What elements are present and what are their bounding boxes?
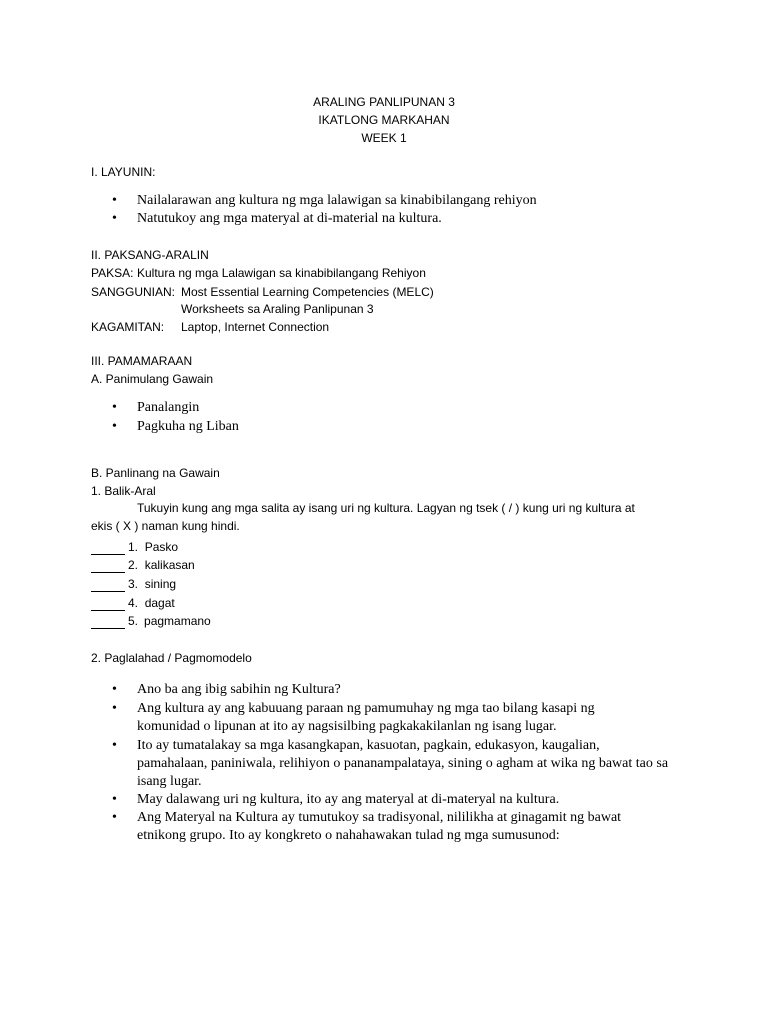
answer-blank[interactable] <box>91 596 125 611</box>
list-item <box>112 700 672 736</box>
balik-aral-heading: 1. Balik-Aral <box>91 484 156 498</box>
quiz-item <box>91 596 175 611</box>
instruction-text: ekis ( X ) naman kung hindi. <box>91 519 240 533</box>
sanggunian-label: SANGGUNIAN: <box>91 285 176 299</box>
quiz-number: 1. <box>128 540 139 554</box>
quiz-item <box>91 577 176 592</box>
paksa-value: Kultura ng mga Lalawigan sa kinabibilangang Rehiyon <box>137 266 426 280</box>
instruction-text: Tukuyin kung ang mga salita ay isang uri ng kultura. Lagyan ng tsek ( / ) kung uri ng kultura at <box>137 501 635 515</box>
bullet-icon: • <box>112 810 117 825</box>
list-item <box>112 210 672 228</box>
answer-blank[interactable] <box>91 558 125 573</box>
quiz-item <box>91 540 178 555</box>
bullet-icon: • <box>112 701 117 716</box>
kagamitan-value: Laptop, Internet Connection <box>181 320 330 334</box>
paksa-label: PAKSA: <box>91 266 134 280</box>
list-item <box>112 809 672 845</box>
quiz-word: pagmamano <box>144 614 211 628</box>
quiz-word: Pasko <box>144 540 179 554</box>
sanggunian-value: Worksheets sa Araling Panlipunan 3 <box>181 302 374 316</box>
sanggunian-value: Most Essential Learning Competencies (MELC) <box>181 285 434 299</box>
answer-blank[interactable] <box>91 540 125 555</box>
quiz-number: 5. <box>128 614 139 628</box>
list-item <box>112 399 672 417</box>
bullet-icon: • <box>112 419 117 434</box>
bullet-icon: • <box>112 193 117 208</box>
panlinang-heading: B. Panlinang na Gawain <box>91 466 220 480</box>
answer-blank[interactable] <box>91 577 125 592</box>
list-item <box>112 737 672 791</box>
quiz-item <box>91 614 211 629</box>
paglalahad-item: Ito ay tumatalakay sa mga kasangkapan, kasuotan, pagkain, edukasyon, kaugalian, pamahalaan, paniniwala, relihiyon o pananampalataya, sining o agham at wika ng bawat tao sa isang lugar. <box>137 738 669 789</box>
bullet-icon: • <box>112 211 117 226</box>
paglalahad-item: May dalawang uri ng kultura, ito ay ang materyal at di-materyal na kultura. <box>137 792 560 807</box>
paksang-aralin-heading: II. PAKSANG-ARALIN <box>91 248 209 262</box>
layunin-heading: I. LAYUNIN: <box>91 165 156 179</box>
quiz-number: 4. <box>128 596 139 610</box>
paglalahad-heading: 2. Paglalahad / Pagmomodelo <box>91 651 252 665</box>
panimulang-item: Panalangin <box>137 400 200 415</box>
panimulang-item: Pagkuha ng Liban <box>137 419 239 434</box>
panimulang-gawain-heading: A. Panimulang Gawain <box>91 372 214 386</box>
subject-title: ARALING PANLIPUNAN 3 <box>313 95 455 109</box>
layunin-item: Nailalarawan ang kultura ng mga lalawigan sa kinabibilangang rehiyon <box>137 193 537 208</box>
quiz-word: kalikasan <box>144 558 195 572</box>
paglalahad-item: Ang kultura ay ang kabuuang paraan ng pamumuhay ng mga tao bilang kasapi ng komunidad o lipunan at ito ay nagsisilbing pagkakakilanlan ng isang lugar. <box>137 701 595 734</box>
bullet-icon: • <box>112 682 117 697</box>
list-item <box>112 418 672 436</box>
quiz-number: 2. <box>128 558 139 572</box>
quarter-title: IKATLONG MARKAHAN <box>318 113 450 127</box>
quiz-number: 3. <box>128 577 139 591</box>
bullet-icon: • <box>112 400 117 415</box>
quiz-item <box>91 558 195 573</box>
layunin-item: Natutukoy ang mga materyal at di-material na kultura. <box>137 211 442 226</box>
paglalahad-item: Ano ba ang ibig sabihin ng Kultura? <box>137 682 341 697</box>
answer-blank[interactable] <box>91 614 125 629</box>
quiz-word: dagat <box>144 596 175 610</box>
list-item <box>112 192 672 210</box>
pamamaraan-heading: III. PAMAMARAAN <box>91 354 193 368</box>
week-title: WEEK 1 <box>361 131 407 145</box>
bullet-icon: • <box>112 738 117 753</box>
list-item <box>112 681 672 699</box>
kagamitan-label: KAGAMITAN: <box>91 320 165 334</box>
bullet-icon: • <box>112 792 117 807</box>
list-item <box>112 791 672 809</box>
quiz-word: sining <box>144 577 177 591</box>
paglalahad-item: Ang Materyal na Kultura ay tumutukoy sa tradisyonal, nililikha at ginagamit ng bawat etnikong grupo. Ito ay kongkreto o nahahawakan tulad ng mga sumusunod: <box>137 810 622 843</box>
